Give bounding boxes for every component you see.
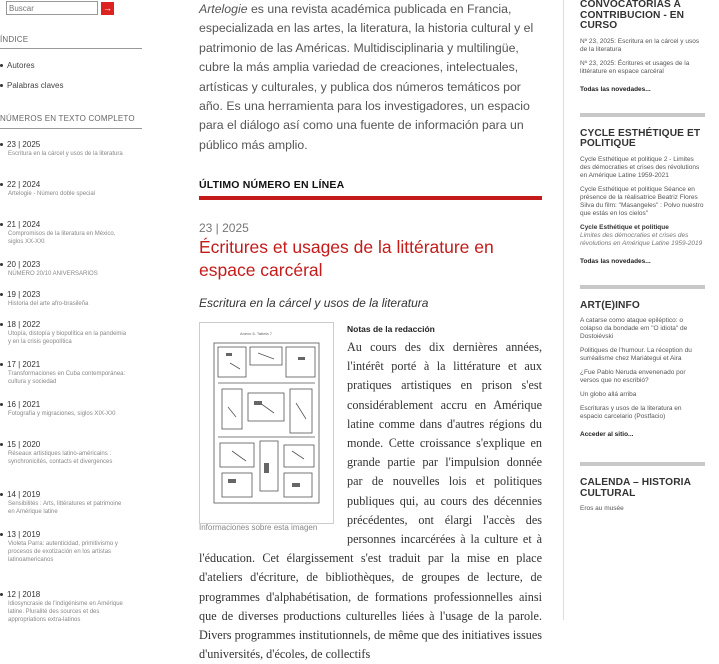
issue-item[interactable] xyxy=(0,400,130,440)
issue-item[interactable] xyxy=(0,260,130,290)
index-item-authors[interactable] xyxy=(0,61,63,81)
bullet-icon xyxy=(0,533,3,536)
issue-item[interactable] xyxy=(0,180,130,220)
issue-number: 12 | 2018 xyxy=(7,590,41,599)
issue-theme: NÚMERO 20/10 ANIVERSARIOS xyxy=(8,271,98,277)
issue-theme: Utopía, distopía y biopolítica en la pandemia y en la crisis geopolítica xyxy=(8,331,127,345)
news-item[interactable]: Nº 23, 2025: Escritura en la cárcel y usos de la literatura xyxy=(580,37,700,53)
index-item-keywords[interactable] xyxy=(0,81,63,101)
right-sidebar xyxy=(563,0,709,620)
index-item-label: Palabras claves xyxy=(7,81,64,90)
bullet-icon xyxy=(0,64,3,67)
bullet-icon xyxy=(0,443,3,446)
issue-item[interactable] xyxy=(0,530,130,590)
issue-number: 18 | 2022 xyxy=(7,320,41,329)
journal-name: Artelogie xyxy=(199,2,248,16)
calls-title: CONVOCATORIAS A CONTRIBUCION - EN CURSO xyxy=(580,0,685,31)
issue-theme: Compromisos de la literatura en México, siglos XX-XXI xyxy=(8,231,116,245)
issue-subtitle: Escritura en la cárcel y usos de la literatura xyxy=(199,296,429,310)
news-item[interactable]: Eros au musée xyxy=(580,505,624,512)
bullet-icon xyxy=(0,323,3,326)
arteinfo-block xyxy=(580,301,705,439)
image-wrap-space xyxy=(199,338,347,539)
news-item[interactable]: Cycle Esthétique et politique 2 - Limites des démocraties et crises des révolutions en Amérique Latine 1959-2021 xyxy=(580,155,700,179)
all-news-link[interactable]: Todas las novedades... xyxy=(580,257,651,265)
issue-number: 22 | 2024 xyxy=(7,180,41,189)
figure-label: Anexo 6. Tabela 7 xyxy=(240,331,272,336)
index-item-label: Autores xyxy=(7,61,35,70)
issue-theme: Violeta Parra: autenticidad, primitivismo y procesos de exotización en los artistas latinoamericanos xyxy=(8,541,118,563)
issue-theme: Sensibilités : Arts, littératures et patrimoine en Amérique latine xyxy=(8,501,122,515)
issue-number: 17 | 2021 xyxy=(7,360,41,369)
block-separator xyxy=(580,462,705,466)
issue-theme: Réseaux artistiques latino-américains : synchronicités, contacts et divergences xyxy=(8,451,113,465)
news-item[interactable]: Nº 23, 2025: Écritures et usages de la littérature en espace carcéral xyxy=(580,59,690,75)
issue-item[interactable] xyxy=(0,360,130,400)
news-item[interactable] xyxy=(580,224,705,248)
editorial-text xyxy=(199,338,542,664)
divider xyxy=(0,48,142,49)
issue-theme: Transformaciones en Cuba contemporánea: cultura y sociedad xyxy=(8,371,126,385)
issue-number: 21 | 2024 xyxy=(7,220,41,229)
bullet-icon xyxy=(0,143,3,146)
bullet-icon xyxy=(0,223,3,226)
news-item[interactable]: Cycle Esthétique et politique Séance en présence de la réalisatrice Beatriz Flores Silva du film: "Masangeles" : Polvo nuestro que estás en los cielos" xyxy=(580,185,704,217)
latest-issue-heading: ÚLTIMO NÚMERO EN LÍNEA xyxy=(199,179,345,191)
issue-item[interactable] xyxy=(0,220,130,260)
intro-text: es una revista académica publicada en Francia, especializada en las artes, la literatura, la historia cultural y el patrimonio de las Américas. Multidisciplinaria y multilingüe, cubre la más amplia variedad de creaciones, intelectuales, artísticas y culturales, y publica dos números temáticos por año. Es una herramienta para los investigadores, un espacio para el diálogo así como una fuente de información para un público más amplio. xyxy=(199,2,534,152)
issue-item[interactable] xyxy=(0,440,130,490)
block-separator xyxy=(580,285,705,289)
aesthetics-title: CYCLE ESTHÉTIQUE ET POLITIQUE xyxy=(580,127,701,149)
bullet-icon xyxy=(0,363,3,366)
news-item[interactable]: A catarse como ataque epiléptico: o colapso da bondade em "O idiota" de Dostoiévski xyxy=(580,317,688,340)
index-list xyxy=(0,61,63,101)
issues-title: NÚMEROS EN TEXTO COMPLETO xyxy=(0,114,135,123)
arteinfo-title: ART(E)INFO xyxy=(580,299,640,311)
bullet-icon xyxy=(0,493,3,496)
bullet-icon xyxy=(0,263,3,266)
issue-number: 13 | 2019 xyxy=(7,530,41,539)
search-submit-button[interactable] xyxy=(101,2,114,15)
editorial-body: Au cours des dix dernières années, l'intérêt porté à la littérature et aux pratiques artistiques en prison s'est considérablement accru en Amérique latine comme dans d'autres régions du monde. Cette croissance s'explique en grande partie par l'impulsion donnée par de nouvelles lois et politiques publiques qui, au cours des décennies précédentes, ont élargi l'accès des personnes incarcérées à la culture et à l'éducation. Cet élargissement s'est traduit par la mise en place d'ateliers d'écriture, de bibliothèques, de groupes de lecture, de programmes d'alphabétisation, de formations professionnelles ainsi que de diverses productions culturelles liées à l'usage de la parole. Divers programmes institutionnels, de même que des initiatives issues d'universités, d'écoles, de collectifs xyxy=(199,340,542,662)
issue-title-link[interactable]: Écritures et usages de la littérature en espace carcéral xyxy=(199,237,494,280)
editorial-notes-heading: Notas de la redacción xyxy=(347,324,435,334)
issue-item[interactable] xyxy=(0,590,130,630)
news-item[interactable]: ¿Fue Pablo Neruda envenenado por versos que no escribió? xyxy=(580,369,686,384)
block-separator xyxy=(580,113,705,117)
news-item[interactable]: Escrituras y usos de la literatura en espacio carcelario (Postfacio) xyxy=(580,405,682,420)
bullet-icon xyxy=(0,183,3,186)
issue-theme: Historia del arte afro-brasileña xyxy=(8,301,89,307)
issues-list xyxy=(0,140,130,630)
index-title: ÍNDICE xyxy=(0,35,29,44)
issue-number: 20 | 2023 xyxy=(7,260,41,269)
heading-underline xyxy=(199,196,542,200)
issue-theme: Idiosyncrasie de l'indigénisme en Amérique latine. Pluralité des sources et des appropriations extra-latinos xyxy=(8,601,123,623)
bullet-icon xyxy=(0,403,3,406)
issue-theme: Fotografía y migraciones, siglos XIX-XXI xyxy=(8,411,116,417)
issue-number: 23 | 2025 xyxy=(7,140,41,149)
main-content xyxy=(199,0,544,662)
issue-theme: Escritura en la cárcel y usos de la literatura xyxy=(8,151,123,157)
issue-item[interactable] xyxy=(0,490,130,530)
divider xyxy=(0,128,142,129)
issue-number: 16 | 2021 xyxy=(7,400,41,409)
news-item-subtitle: Limites des démocraties et crises des révolutions en Amérique Latine 1959-2019 xyxy=(580,231,703,247)
news-item[interactable]: Politiques de l'humour. La réception du surréalisme chez Mariátegui et Aira xyxy=(580,347,692,362)
issue-number: 15 | 2020 xyxy=(7,440,41,449)
issue-item[interactable] xyxy=(0,290,130,320)
all-news-link[interactable]: Todas las novedades... xyxy=(580,85,651,93)
issue-item[interactable] xyxy=(0,320,130,360)
figure-caption-link[interactable]: Informaciones sobre esta imagen xyxy=(199,523,318,532)
issue-number: 23 | 2025 xyxy=(199,221,249,235)
issue-item[interactable] xyxy=(0,140,130,180)
issue-theme: Artelogie - Número doble special xyxy=(8,191,96,197)
left-sidebar xyxy=(0,0,142,623)
issue-number: 14 | 2019 xyxy=(7,490,41,499)
bullet-icon xyxy=(0,593,3,596)
bullet-icon xyxy=(0,293,3,296)
calls-block xyxy=(580,0,705,93)
calenda-title: CALENDA – HISTORIA CULTURAL xyxy=(580,477,691,499)
issue-number: 19 | 2023 xyxy=(7,290,41,299)
calenda-block xyxy=(580,478,705,513)
search-input[interactable] xyxy=(6,1,98,15)
arrow-right-icon: → xyxy=(103,2,112,13)
news-item-title: Cycle Esthétique et politique xyxy=(580,223,669,231)
search-bar xyxy=(6,0,142,16)
journal-intro xyxy=(199,0,541,155)
site-access-link[interactable]: Acceder al sitio... xyxy=(580,431,634,438)
aesthetics-block xyxy=(580,129,705,265)
bullet-icon xyxy=(0,84,3,87)
news-item[interactable]: Un globo allá arriba xyxy=(580,391,637,398)
